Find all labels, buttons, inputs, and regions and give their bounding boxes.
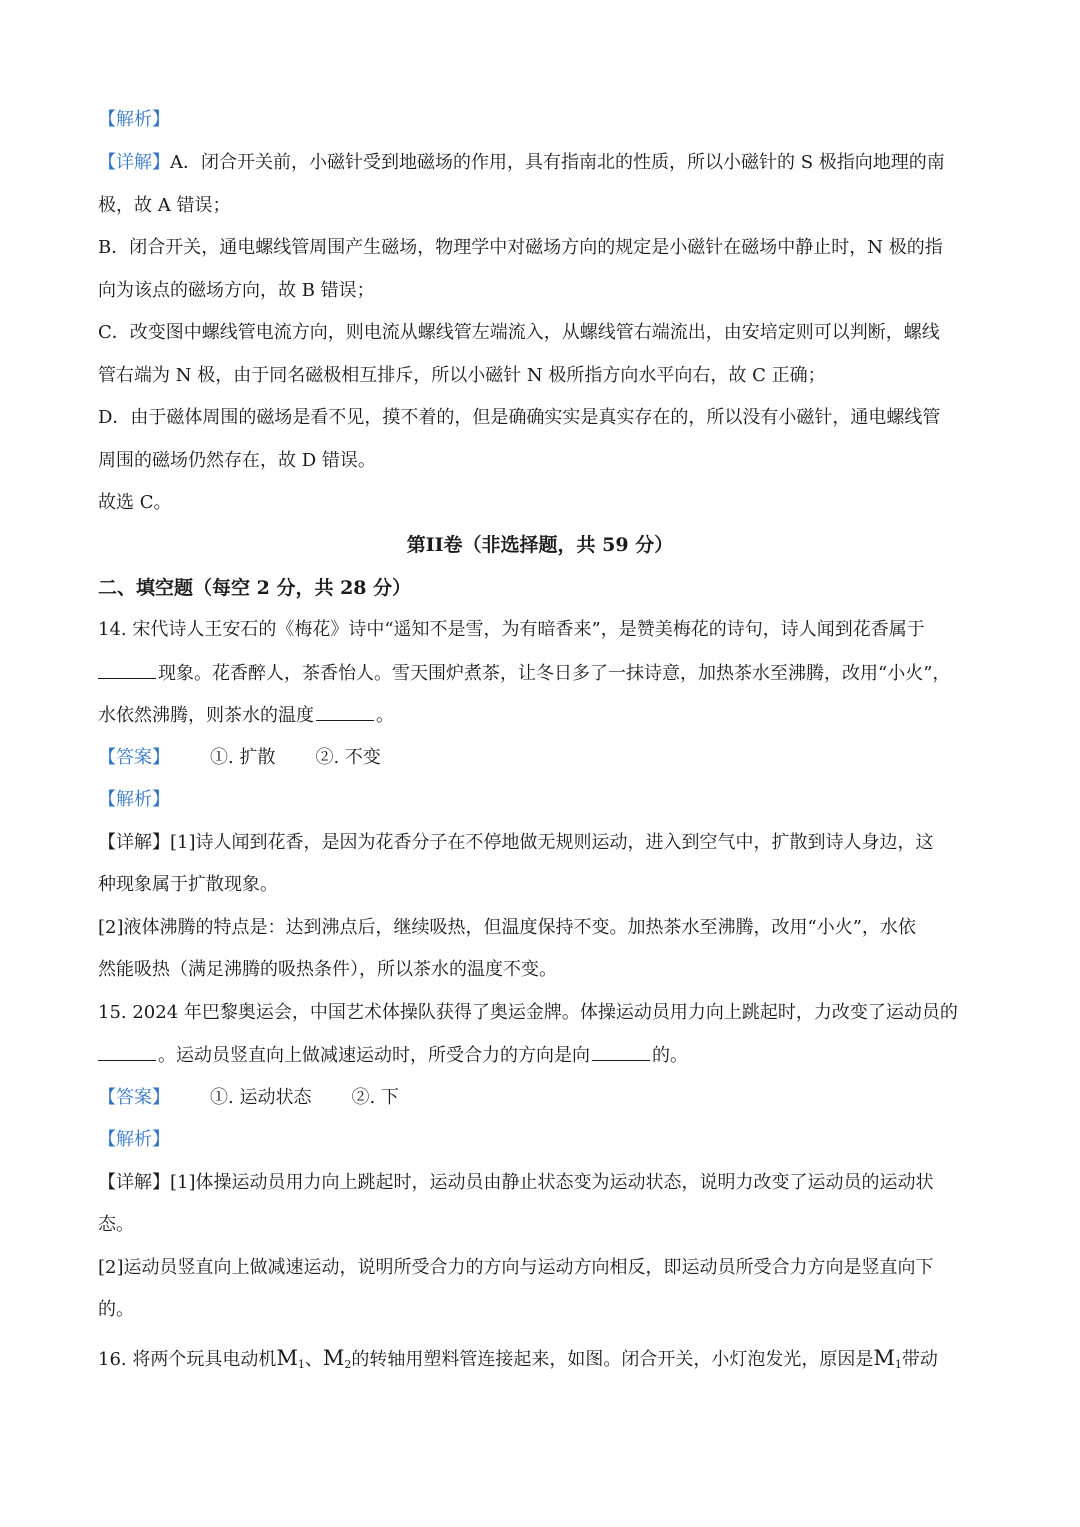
q14-line2: 现象。花香醉人，茶香怡人。雪天围炉煮茶，让冬日多了一抹诗意，加热茶水至沸腾，改用“小火”， (98, 662, 950, 685)
q14-blank-2 (316, 704, 374, 721)
answer-tag: 【答案】 (98, 747, 170, 768)
q13-detail-c1: C．改变图中螺线管电流方向，则电流从螺线管左端流入，从螺线管右端流出，由安培定则可以判断，螺线 (98, 322, 940, 343)
q13-detail-d1: D．由于磁体周围的磁场是看不见，摸不着的，但是确确实实是真实存在的，所以没有小磁针，通电螺线管 (98, 407, 941, 428)
q15-detail2b: 的。 (98, 1299, 134, 1320)
motor-m1-ref: M (873, 1346, 895, 1370)
q13-detail-b1: B．闭合开关，通电螺线管周围产生磁场，物理学中对磁场方向的规定是小磁针在磁场中静止时，N 极的指 (98, 237, 943, 258)
motor-m1: M (276, 1346, 298, 1370)
analysis-tag: 【解析】 (98, 109, 170, 130)
q14-line1: 14. 宋代诗人王安石的《梅花》诗中“遥知不是雪，为有暗香来”，是赞美梅花的诗句，诗人闻到花香属于 (98, 619, 925, 640)
part2-title: 二、填空题（每空 2 分，共 28 分） (98, 577, 412, 599)
q15-answer-2: ②. 下 (351, 1087, 399, 1108)
q15-line1: 15. 2024 年巴黎奥运会，中国艺术体操队获得了奥运金牌。体操运动员用力向上跳起时，力改变了运动员的 (98, 1002, 958, 1023)
q14-analysis-tag: 【解析】 (98, 789, 170, 810)
q15-detail2a: [2]运动员竖直向上做减速运动，说明所受合力的方向与运动方向相反，即运动员所受合力方向是竖直向下 (98, 1257, 934, 1278)
q16-line1: 16. 将两个玩具电动机$M_1$、$M_2$的转轴用塑料管连接起来，如图。闭合开关，小灯泡发光，原因是$M_1$带动 (98, 1346, 938, 1371)
q15-answer-1: ①. 运动状态 (210, 1087, 312, 1108)
q14-detail2b: 然能吸热（满足沸腾的吸热条件），所以茶水的温度不变。 (98, 959, 557, 980)
q14-detail1b: 种现象属于扩散现象。 (98, 874, 278, 895)
q15-line2: 。运动员竖直向上做减速运动时，所受合力的方向是向 的。 (98, 1044, 688, 1067)
q15-detail1a: 【详解】[1]体操运动员用力向上跳起时，运动员由静止状态变为运动状态，说明力改变了运动员的运动状 (98, 1172, 934, 1193)
q13-detail-c2: 管右端为 N 极，由于同名磁极相互排斥，所以小磁针 N 极所指方向水平向右，故 C 正确； (98, 365, 826, 386)
q14-line3: 水依然沸腾，则茶水的温度 。 (98, 705, 394, 726)
q14-answer (98, 747, 381, 769)
q15-detail1b: 态。 (98, 1214, 134, 1235)
q13-detail-a1: 【详解】A．闭合开关前，小磁针受到地磁场的作用，具有指南北的性质，所以小磁针的 S 极指向地理的南 (98, 152, 945, 173)
q15-blank-1 (98, 1044, 156, 1061)
q13-detail-a2: 极，故 A 错误； (98, 195, 231, 216)
q14-answer-1: ①. 扩散 (210, 747, 276, 768)
q13-choice: 故选 C。 (98, 492, 172, 513)
q14-detail1a: 【详解】[1]诗人闻到花香，是因为花香分子在不停地做无规则运动，进入到空气中，扩散到诗人身边，这 (98, 832, 934, 853)
motor-m2: M (322, 1346, 345, 1370)
q13-detail-b2: 向为该点的磁场方向，故 B 错误； (98, 280, 375, 301)
section2-title: 第II卷（非选择题，共 59 分） (406, 534, 674, 556)
detail-tag: 【详解】 (98, 152, 170, 173)
q14-detail2a: [2]液体沸腾的特点是：达到沸点后，继续吸热，但温度保持不变。加热茶水至沸腾，改用“小火”，水依 (98, 917, 916, 938)
q13-detail-d2: 周围的磁场仍然存在，故 D 错误。 (98, 450, 376, 471)
q14-blank-1 (98, 662, 156, 679)
answer-tag: 【答案】 (98, 1087, 170, 1108)
q14-answer-2: ②. 不变 (315, 747, 381, 768)
q15-blank-2 (592, 1044, 650, 1061)
q15-analysis-tag: 【解析】 (98, 1129, 170, 1150)
q15-answer (98, 1087, 399, 1109)
